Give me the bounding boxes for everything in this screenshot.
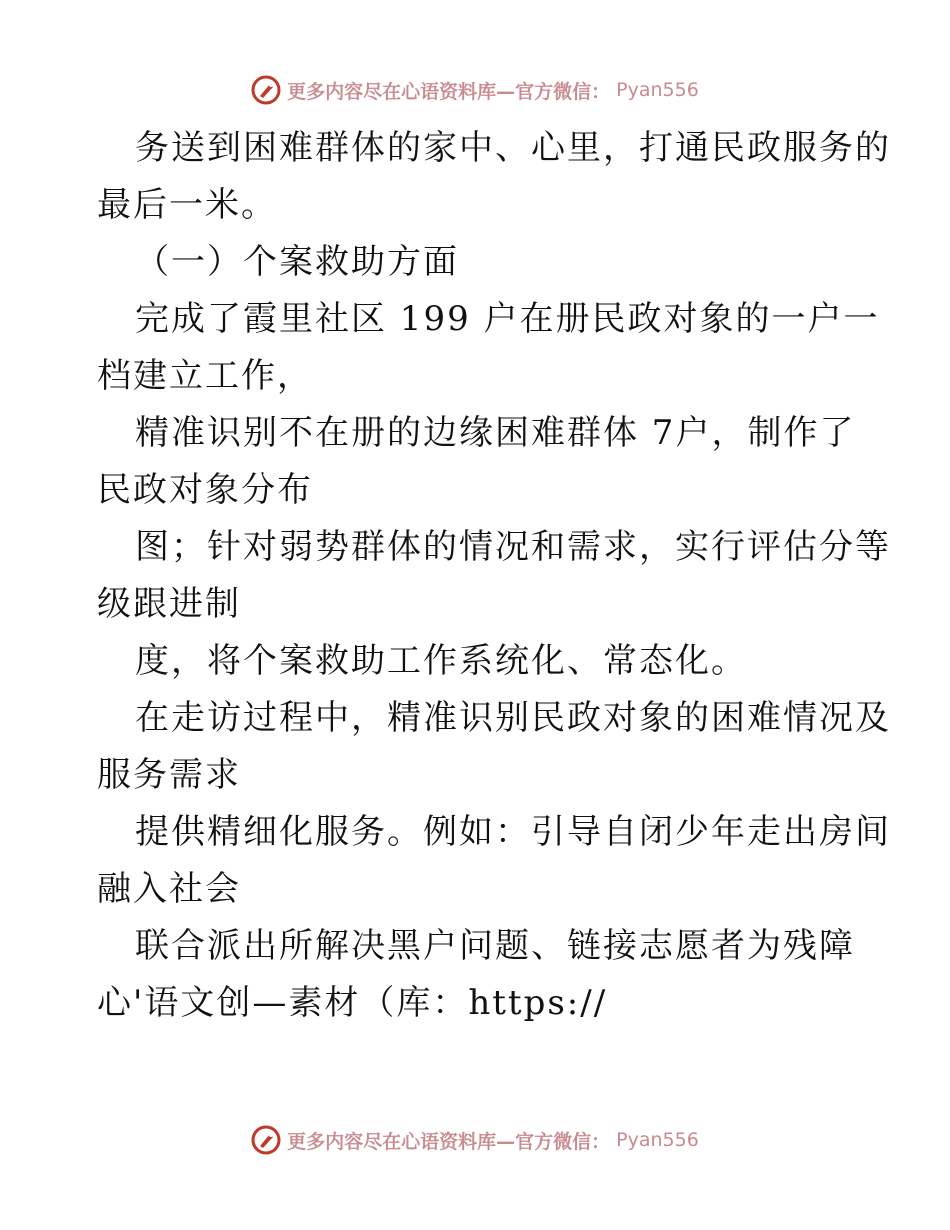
text-line: 在走访过程中，精准识别民政对象的困难情况及 [135, 698, 891, 738]
text-line: 心'语文创—素材（库：https:// [97, 983, 608, 1023]
text-line: 精准识别不在册的边缘困难群体 7户，制作了 [135, 413, 856, 453]
watermark-text: 更多内容尽在心语资料库—官方微信： [287, 1130, 611, 1153]
pen-nib-logo-icon [251, 75, 281, 105]
footer-watermark [0, 1120, 950, 1160]
text-line: 融入社会 [97, 869, 241, 909]
text-line: 完成了霞里社区 199 户在册民政对象的一户一 [135, 299, 880, 339]
watermark-wechat-id: Pyan556 [616, 1129, 699, 1151]
watermark-text: 更多内容尽在心语资料库—官方微信： [287, 80, 611, 103]
document-body [97, 120, 891, 1032]
header-watermark [0, 70, 950, 110]
text-line: 最后一米。 [97, 185, 277, 225]
section-heading: （一）个案救助方面 [135, 242, 459, 282]
text-line: 务送到困难群体的家中、心里，打通民政服务的 [135, 128, 891, 168]
text-line: 级跟进制 [97, 584, 241, 624]
watermark-wechat-id: Pyan556 [616, 79, 699, 101]
text-line: 档建立工作， [97, 356, 313, 396]
text-line: 提供精细化服务。例如：引导自闭少年走出房间 [135, 812, 891, 852]
pen-nib-logo-icon [251, 1125, 281, 1155]
text-line: 民政对象分布 [97, 470, 313, 510]
text-line: 联合派出所解决黑户问题、链接志愿者为残障 [135, 926, 855, 966]
text-line: 服务需求 [97, 755, 241, 795]
text-line: 度，将个案救助工作系统化、常态化。 [135, 641, 747, 681]
text-line: 图；针对弱势群体的情况和需求，实行评估分等 [135, 527, 891, 567]
